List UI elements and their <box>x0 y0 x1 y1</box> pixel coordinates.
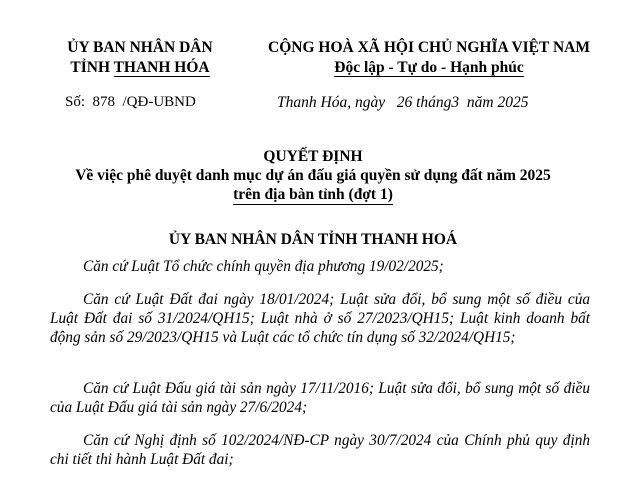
date-place: Thanh Hóa, ngày <box>277 94 386 111</box>
date-day: 26 <box>396 94 413 111</box>
date-year-label: năm <box>466 94 494 111</box>
date-year: 2025 <box>497 94 529 111</box>
organization-province <box>40 59 240 77</box>
date-month: 3 <box>451 94 460 111</box>
document-type-heading: QUYẾT ĐỊNH <box>263 148 363 165</box>
date-month-label: tháng <box>416 94 452 111</box>
document-number-prefix: Số: <box>65 94 86 110</box>
province-prefix: TỈNH <box>70 59 114 76</box>
paragraph-text: Căn cứ Luật Tổ chức chính quyền địa phương 19/02/2025; <box>83 258 444 275</box>
legal-basis-paragraph <box>50 431 590 469</box>
document-number <box>65 94 196 111</box>
document-subject-continued <box>0 186 626 204</box>
paragraph-text: Căn cứ Luật Đất đai ngày 18/01/2024; Luật sửa đổi, bổ sung một số điều của Luật Đất đai số 31/2024/QH15; Luật nhà ở số 27/2023/QH15; Luật kinh doanh bất động sản số 29/2023/QH15 và Luật các tổ chức tín dụng số 32/2024/QH15; <box>50 291 590 346</box>
document-number-suffix: /QĐ-UBND <box>122 94 196 110</box>
legal-basis-paragraph <box>50 257 590 276</box>
national-title: CỘNG HOÀ XÃ HỘI CHỦ NGHĨA VIỆT NAM <box>268 39 590 56</box>
document-number-value: 878 <box>92 94 116 110</box>
national-motto-text: Độc lập - Tự do - Hạnh phúc <box>334 59 524 76</box>
province-name: THANH HÓA <box>113 59 210 76</box>
document-subject: Về việc phê duyệt danh mục dự án đấu giá quyền sử dụng đất năm 2025 <box>75 167 551 184</box>
national-motto <box>248 59 610 77</box>
paragraph-text: Căn cứ Luật Đấu giá tài sản ngày 17/11/2016; Luật sửa đổi, bổ sung một số điều của Luật Đấu giá tài sản ngày 27/6/2024; <box>50 380 590 416</box>
legal-basis-paragraph <box>50 290 590 347</box>
paragraph-text: Căn cứ Nghị định số 102/2024/NĐ-CP ngày 30/7/2024 của Chính phủ quy định chi tiết thi hành Luật Đất đai; <box>50 432 590 468</box>
organization-name: ỦY BAN NHÂN DÂN <box>67 39 213 56</box>
issuing-authority: ỦY BAN NHÂN DÂN TỈNH THANH HOÁ <box>168 231 458 248</box>
legal-basis-paragraph <box>50 379 590 417</box>
document-date <box>277 94 528 112</box>
document-subject-line3: trên địa bàn tỉnh (đợt 1) <box>233 186 393 203</box>
